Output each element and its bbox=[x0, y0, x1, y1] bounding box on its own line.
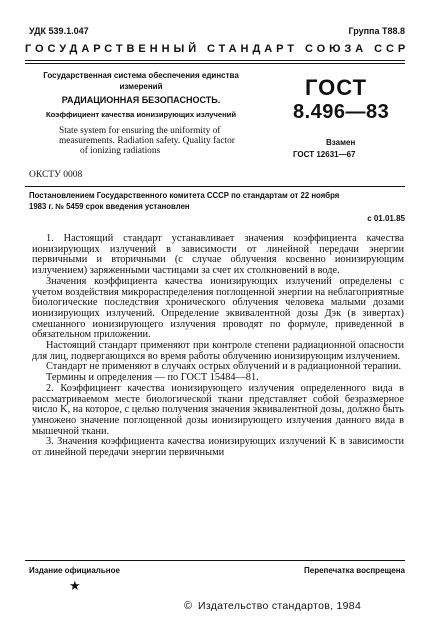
subject-subtitle: Коэффициент качества ионизирующих излучений bbox=[45, 110, 236, 119]
copyright-icon: © bbox=[184, 600, 193, 612]
official-edition: Издание официальное bbox=[29, 566, 120, 575]
footer-rule bbox=[25, 560, 405, 561]
copyright-text: Издательство стандартов, 1984 bbox=[198, 600, 362, 612]
gost-label: ГОСТ bbox=[305, 75, 368, 100]
subject-title: РАДИАЦИОННАЯ БЕЗОПАСНОСТЬ. bbox=[61, 95, 221, 105]
udk-code: УДК 539.1.047 bbox=[29, 26, 89, 36]
english-title-line2: measurements. Radiation safety. Quality factor bbox=[59, 136, 235, 147]
replaces-label: Взамен bbox=[326, 138, 356, 147]
paragraph-5: Термины и определения — по ГОСТ 15484—81. bbox=[46, 372, 259, 384]
reprint-notice: Перепечатка воспрещена bbox=[304, 566, 405, 575]
paragraph-6: 2. Коэффициент качества ионизирующего излучения определенного вида в рассматриваемом месте биологической ткани представляет собой безразмерное число K, на которое, с целью получения значения эквивалентной дозы, должно быть умножено значение поглощенной дозы ионизирующего излучения данного вида в мышечной ткани. bbox=[32, 382, 404, 437]
english-title bbox=[59, 126, 259, 157]
header-rule bbox=[25, 60, 405, 61]
header-rule-thin bbox=[25, 63, 405, 64]
paragraph-7: 3. Значения коэффициента качества ионизирующих излучений K в зависимости от линейной передачи энергии первичными bbox=[32, 436, 404, 459]
star-icon: ★ bbox=[69, 578, 81, 593]
decree-line2: 1983 г. № 5459 срок введения установлен bbox=[29, 202, 190, 211]
system-title-line2: измерений bbox=[119, 82, 163, 91]
replaces-value: ГОСТ 12631—67 bbox=[293, 150, 356, 159]
standard-banner: ГОСУДАРСТВЕННЫЙ СТАНДАРТ СОЮЗА ССР bbox=[25, 43, 410, 55]
paragraph-2: Значения коэффициента качества ионизирующих излучений определены с учетом воздействия микрораспределения поглощенной энергии на неблагоприятные биологические последствия хронического облучения человека малыми дозами ионизирующих излучений. Определение эквивалентной дозы Дэк (в зивертах) смешанного ионизирующего излучения проводят по формуле, приведенной в обязательном приложении. bbox=[32, 275, 404, 341]
gost-number: 8.496—83 bbox=[293, 101, 390, 123]
paragraph-4: Стандарт не применяют в случаях острых облучений и в радиационной терапии. bbox=[46, 361, 402, 373]
decree-rule bbox=[25, 186, 405, 187]
paragraph-3: Настоящий стандарт применяют при контроле степени радиационной опасности для лиц, подвергающихся во время работы облучению ионизирующим излучением. bbox=[32, 340, 404, 362]
paragraph-1: 1. Настоящий стандарт устанавливает значения коэффициента качества ионизирующих излучений в зависимости от линейной передачи энергии первичными и вторичными (с случае облучения косвенно ионизирующим излучением) заряженными частицами за счет их столкновений в воде. bbox=[32, 233, 404, 277]
group-code: Группа Т88.8 bbox=[348, 26, 405, 36]
effective-date: с 01.01.85 bbox=[367, 214, 405, 223]
okstu-code: ОКСТУ 0008 bbox=[29, 170, 83, 180]
system-title bbox=[35, 70, 247, 92]
decree-line1: Постановлением Государственного комитета СССР по стандартам от 22 ноября bbox=[29, 191, 340, 200]
decree-text bbox=[29, 190, 403, 212]
english-title-line1: State system for ensuring the uniformity of bbox=[59, 126, 221, 136]
english-title-line3: of ionizing radiations bbox=[80, 146, 161, 157]
system-title-line1: Государственная система обеспечения единства bbox=[43, 71, 239, 80]
body-text bbox=[32, 234, 404, 459]
